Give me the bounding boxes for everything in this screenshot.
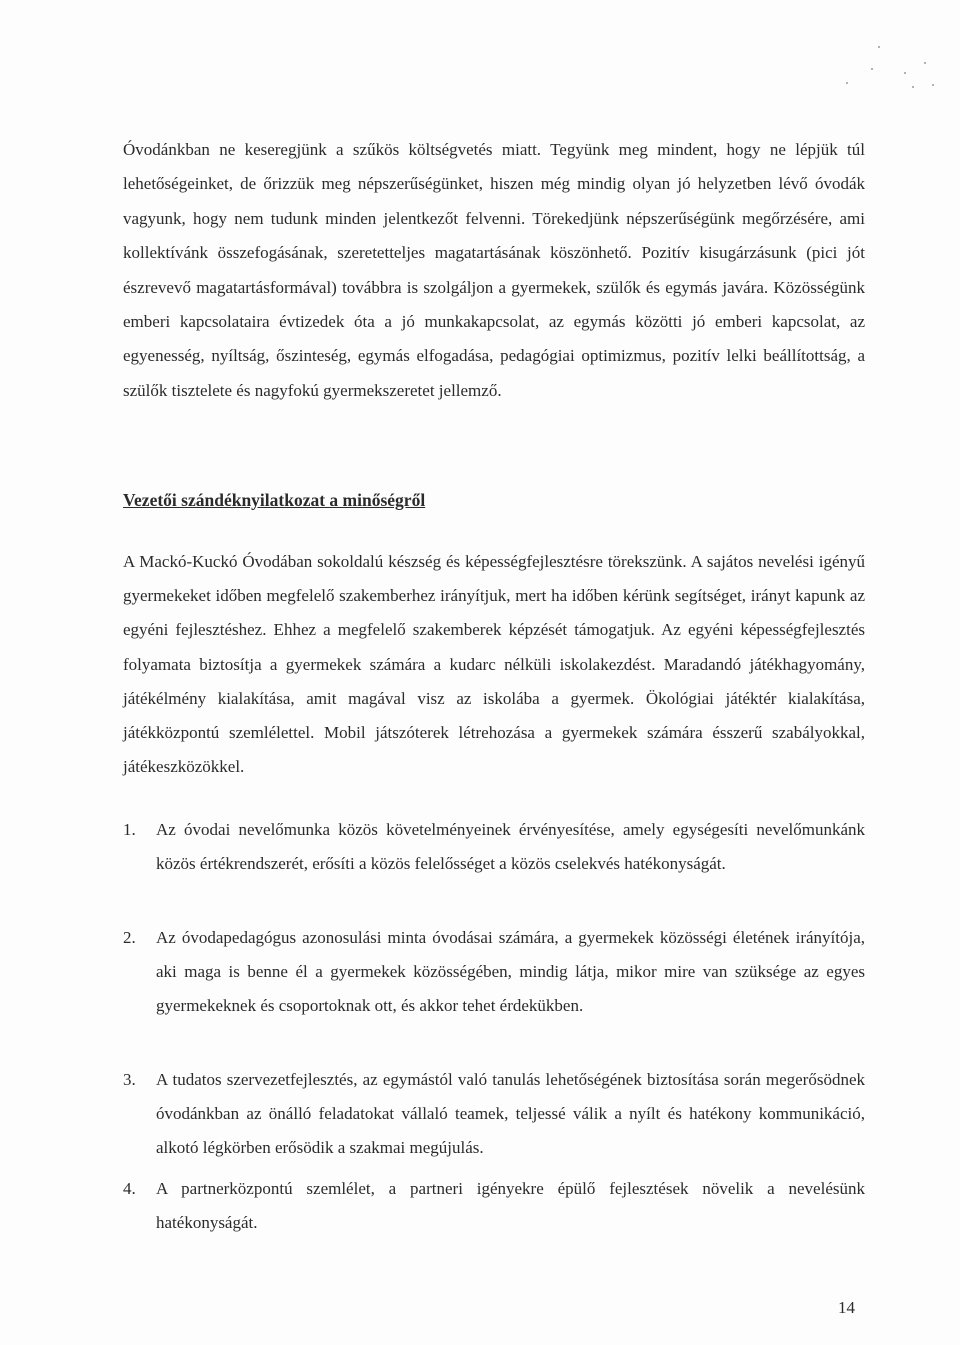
list-item-number: 4.: [123, 1179, 136, 1198]
list-item-number: 2.: [123, 928, 136, 947]
intro-paragraph: Óvodánkban ne keseregjünk a szűkös költségvetés miatt. Tegyünk meg mindent, hogy ne lépjük túl lehetőségeinket, de őrizzük meg népszerűségünket, hiszen még mindig olyan jó helyzetben lévő óvodák vagyunk, hogy nem tudunk minden jelentkezőt felvenni. Törekedjünk népszerűségünk megőrzésére, ami kollektívánk összefogásának, szeretetteljes magatartásának köszönhető. Pozitív kisugárzásunk (pici jót észrevevő magatartásformával) továbbra is szolgáljon a gyermekek, szülők és egymás javára. Közösségünk emberi kapcsolataira évtizedek óta a jó munkakapcsolat, az egymás közötti jó emberi kapcsolat, az egyenesség, nyíltság, őszinteség, egymás elfogadása, pedagógiai optimizmus, pozitív lelki beállítottság, a szülők tisztelete és nagyfokú gyermekszeretet jellemző.: [123, 140, 865, 400]
list-item: [123, 813, 865, 881]
statement-paragraph: A Mackó-Kuckó Óvodában sokoldalú készség és képességfejlesztésre törekszünk. A sajátos nevelési igényű gyermekeket időben megfelelő szakemberhez irányítjuk, mert ha időben kérünk segítséget, irányt kapunk az egyéni fejlesztéshez. Ehhez a megfelelő szakemberek képzését támogatjuk. Az egyéni képességfejlesztés folyamata biztosítja a gyermekek számára a kudarc nélküli iskolakezdést. Maradandó játékhagyomány, játékélmény kialakítása, amit magával visz az iskolába a gyermek. Ökológiai játéktér kialakítása, játékközpontú szemlélettel. Mobil játszóterek létrehozása a gyermekek számára ésszerű szabályokkal, játékeszközökkel.: [123, 552, 865, 777]
list-item: [123, 1063, 865, 1166]
list-item-text: Az óvodai nevelőmunka közös követelményeinek érvényesítése, amely egységesíti nevelőmunkánk közös értékrendszerét, erősíti a közös felelősséget a közös cselekvés hatékonyságát.: [156, 820, 865, 874]
list-item-number: 1.: [123, 820, 136, 839]
list-item-text: A tudatos szervezetfejlesztés, az egymástól való tanulás lehetőségének biztosítása során megerősödnek óvodánkban az önálló feladatokat vállaló teamek, teljessé válik a nyílt és hatékony kommunikáció, alkotó légkörben erősödik a szakmai megújulás.: [156, 1070, 865, 1158]
list-item-number: 3.: [123, 1070, 136, 1089]
list-item-text: A partnerközpontú szemlélet, a partneri igényekre épülő fejlesztések növelik a nevelésünk hatékonyságát.: [156, 1179, 865, 1233]
list-item: [123, 1172, 865, 1240]
page-number: 14: [838, 1298, 855, 1317]
list-item: [123, 921, 865, 1024]
section-heading: Vezetői szándéknyilatkozat a minőségről: [123, 490, 426, 510]
list-item-text: Az óvodapedagógus azonosulási minta óvodásai számára, a gyermekek közösségi életének irányítója, aki maga is benne él a gyermekek közösségében, mindig látja, mikor mire van szüksége az egyes gyermekeknek és csoportoknak ott, és akkor tehet érdekükben.: [156, 928, 865, 1016]
scan-speckles: [838, 40, 938, 100]
